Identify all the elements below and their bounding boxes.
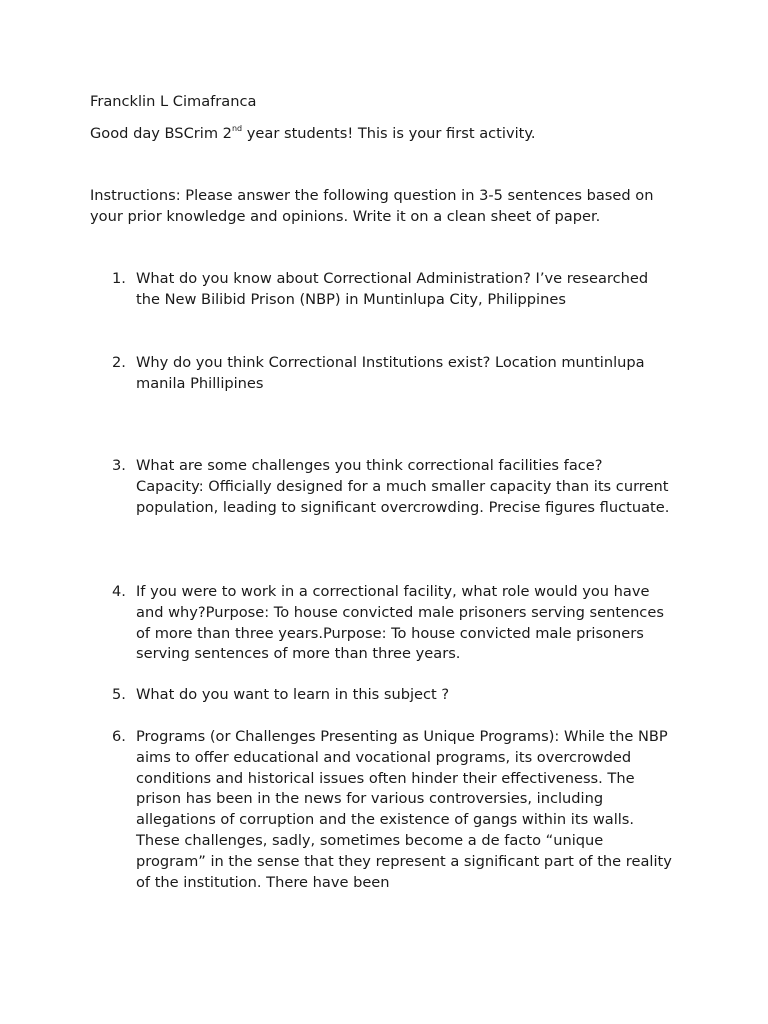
question-text: What do you want to learn in this subject ? <box>136 686 450 703</box>
question-text: What are some challenges you think correctional facilities face? Capacity: Officially designed for a much smaller capacity than its current population, leading to significant overcrowding. Precise figures fluctuate. <box>136 457 670 516</box>
question-item <box>112 582 672 665</box>
greeting-ordinal-suffix: nd <box>231 124 243 133</box>
question-item <box>112 685 672 706</box>
question-number: 1. <box>112 270 126 287</box>
question-item <box>112 269 672 311</box>
question-item <box>112 727 672 893</box>
instructions-paragraph: Instructions: Please answer the following question in 3-5 sentences based on your prior knowledge and opinions. Write it on a clean sheet of paper. <box>90 187 654 225</box>
question-text: What do you know about Correctional Administration? I’ve researched the New Bilibid Prison (NBP) in Muntinlupa City, Philippines <box>136 270 649 308</box>
question-text: If you were to work in a correctional facility, what role would you have and why?Purpose: To house convicted male prisoners serving sentences of more than three years.Purpose: To house convicted male prisoners serving sentences of more than three years. <box>136 583 664 663</box>
question-number: 6. <box>112 728 126 745</box>
question-text: Why do you think Correctional Institutions exist? Location muntinlupa manila Phillipines <box>136 354 645 392</box>
greeting-text: Good day BSCrim 2 <box>90 125 232 142</box>
question-text: Programs (or Challenges Presenting as Unique Programs): While the NBP aims to offer educational and vocational programs, its overcrowded conditions and historical issues often hinder their effectiveness. The prison has been in the news for various controversies, including allegations of corruption and the existence of gangs within its walls. These challenges, sadly, sometimes become a de facto “unique program” in the sense that they represent a significant part of the reality of the institution. There have been <box>136 728 672 891</box>
question-number: 2. <box>112 354 126 371</box>
question-item <box>112 456 672 518</box>
author-name: Francklin L Cimafranca <box>90 93 257 110</box>
question-number: 5. <box>112 686 126 703</box>
greeting-text-continued: year students! This is your first activity. <box>242 125 536 142</box>
question-number: 3. <box>112 457 126 474</box>
question-item <box>112 353 672 395</box>
question-number: 4. <box>112 583 126 600</box>
